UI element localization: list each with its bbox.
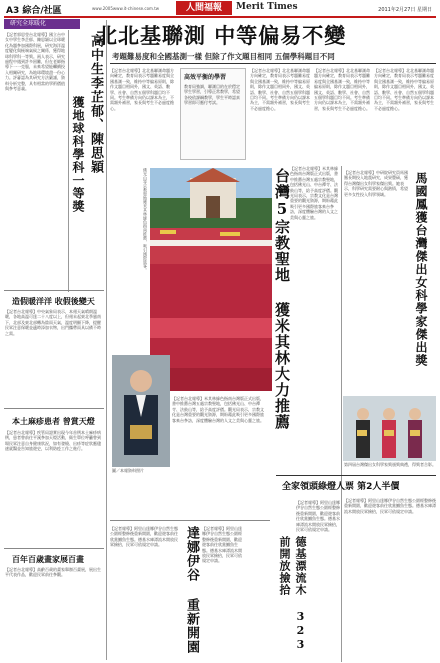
- bottom-headline-a: 達娜伊谷 重新開園: [184, 526, 199, 654]
- left-headline-b: 獲地球科學科一等獎: [71, 96, 85, 213]
- main-body-2: 【記者台北報導】北北基聯測命題方向確定，教育局表示考題難易度與全國基測一致，維持中等偏易原則，除作文題目相同外，國文、英語、數學、社會、自然五個學科題目均不同。考生準備方向仍以課本為主，不需額外補習，家長與考生不必過度擔心。: [250, 68, 310, 111]
- bottom-right-body: 【記者報導】阿里山達娜伊谷自然生態公園經整修後重新開園，歡迎遊客前往欣賞鯝魚生態。德基水庫漂流木開放民眾撿拾，民眾可依規定申請。: [344, 498, 436, 514]
- main-headline: 北北基聯測 中等偏易不變: [96, 23, 347, 48]
- left-headline-a: 高中生李芷郁、陳思穎: [88, 34, 103, 174]
- main-body-3: 【記者台北報導】北北基聯測命題方向確定，教育局表示考題難易度與全國基測一致，維持中等偏易原則，除作文題目相同外，國文、英語、數學、社會、自然五個學科題目均不同。考生準備方向仍以課本為主，不需額外補習，家長與考生不必過度擔心。: [314, 68, 370, 111]
- bottom-body-a: 【記者報導】阿里山達娜伊谷自然生態公園經整修後重新開園，歡迎遊客前往欣賞鯝魚生態。德基水庫漂流木開放民眾撿拾，民眾可依規定申請。: [110, 526, 178, 548]
- header-rule: [4, 16, 436, 18]
- man-photo-svg: [112, 355, 170, 467]
- center-body-lower: 【記者台北報導】米其林綠色指南台灣版正式出版，書中推薦台灣五處宗教聖地，包括佛光山、中台禪寺、法鼓山等，給予高度評價。觀光局表示，宗教文化是台灣重要的觀光資源，期盼藉此吸引更多國際旅客來台參訪，深度體驗台灣的人文之美與心靈之旅。: [172, 396, 264, 423]
- left-bottom-headline: 百年百歲畫家展百畫: [12, 555, 84, 564]
- left-mid-body: 【記者台北報導】中央氣象局表示，本週天氣晴朗溫暖，各地高溫可達二十八度以上，但週末起東北季風南下，北部及東北部轉為陰雨天氣，溫度明顯下降，提醒民眾注意保暖並適時添加衣物，出門攜帶雨具以備不時之需。: [5, 309, 101, 336]
- column-divider-right: [341, 166, 342, 662]
- left-rule-1: [4, 290, 104, 291]
- header-url: www.2005www.it-chinese.com.tw: [92, 6, 160, 11]
- left-bottom-body: 【記者台北報導】高齡百歲的畫家舉辦百畫展，展出生平代表作品，歡迎民眾前往參觀。: [5, 567, 101, 578]
- bottom-right-rule: [276, 475, 436, 476]
- man-photo-caption: 圖／本報資料照片: [112, 468, 144, 473]
- main-body-1: 【記者台北報導】北北基聯測命題方向確定，教育局表示考題難易度與全國基測一致，維持中等偏易原則，除作文題目相同外，國文、英語、數學、社會、自然五個學科題目均不同。考生準備方向仍以課本為主，不需額外補習，家長與考生不必過度擔心。: [110, 68, 174, 111]
- topic-tag: 研究全球暖化: [4, 19, 80, 29]
- main-body-4: 【記者台北報導】北北基聯測命題方向確定，教育局表示考題難易度與全國基測一致，維持中等偏易原則，除作文題目相同外，國文、英語、數學、社會、自然五個學科題目均不同。考生準備方向仍以課本為主，不需額外補習，家長與考生不必過度擔心。: [374, 68, 434, 111]
- right-headline: 馬國鳳獲台灣傑出女科學家傑出獎: [414, 172, 428, 367]
- masthead-logo: 人間福報: [176, 1, 232, 15]
- right-body: 【記者台北報導】中研院研究員馬國鳳長期投入地震研究，成果豐碩，獲得台灣傑出女科學家傑出獎。她表示，科學研究需要耐心與熱情，希望更多女性投入科學領域。: [344, 170, 408, 197]
- main-rule: [110, 63, 436, 64]
- masthead-english: Merit Times: [236, 2, 298, 12]
- main-box-label: 高效平衡的學習: [184, 74, 227, 81]
- bottom-headline-b: 德基漂流木 323前開放撿拾: [278, 536, 307, 652]
- bottom-body-b: 【記者報導】阿里山達娜伊谷自然生態公園經整修後重新開園，歡迎遊客前往欣賞鯝魚生態。德基水庫漂流木開放民眾撿拾，民眾可依規定申請。: [202, 526, 242, 564]
- award-photo-svg: [343, 396, 436, 461]
- section-label: A3 綜合/社區: [6, 6, 62, 16]
- bottom-body-c: 【記者報導】阿里山達娜伊谷自然生態公園經整修後重新開園，歡迎遊客前往欣賞鯝魚生態。德基水庫漂流木開放民眾撿拾，民眾可依規定申請。: [296, 500, 340, 533]
- center-body-top: 【記者台北報導】米其林綠色指南台灣版正式出版，書中推薦台灣五處宗教聖地，包括佛光山、中台禪寺、法鼓山等，給予高度評價。觀光局表示，宗教文化是台灣重要的觀光資源，期盼藉此吸引更多國際旅客來台參訪，深度體驗台灣的人文之美與心靈之旅。: [290, 166, 338, 220]
- main-box-body: 教育局強調，聯測目的在於穩定學生學習，引導正常教學，希望各校依課綱教學，學生平時認真學習即可應付考試。: [184, 84, 240, 106]
- left-low-body: 【記者台北報導】疾管局證實出現今年首例本土麻疹病例，患者曾前往平溪參加天燈活動，衛生單位呼籲曾到場民眾注意自身健康狀況，如有發燒、出疹等症狀應儘速就醫並告知旅遊史，以利防疫工作之進行。: [5, 430, 101, 452]
- man-portrait-photo: [112, 355, 170, 467]
- main-subhead: 考題難易度和全國基測一樣 但除了作文題目相同 五個學科題目不同: [112, 52, 335, 61]
- left-article-body: 【記者郭思瑩台北報導】國立台中女中學生李芷郁、陳思穎以全球暖化為題參加國際科展，研究海洋溫度變化與極端氣候之關係，獲得地球科學科一等獎。兩人表示，研究過程中遇到許多困難，但在老師指導下一一克服，未來希望能繼續投入相關研究，為地球環境盡一份心力。評審認為其研究方法嚴謹，資料分析完整，具有相當的學術價值與參考意義。: [5, 32, 65, 92]
- bottom-right-headline: 全家領頭綠燈人票 第2人半價: [282, 482, 400, 492]
- left-low-headline: 本土麻疹患者 曾賞天燈: [12, 417, 95, 426]
- left-rule-3: [4, 548, 104, 549]
- main-sidebar-box: [180, 68, 246, 160]
- award-ceremony-photo: [343, 396, 436, 461]
- column-divider-left: [106, 20, 107, 660]
- bottom-center-rule: [110, 520, 270, 521]
- center-headline: 台灣5宗教聖地 獲米其林大力推薦: [273, 168, 291, 430]
- award-photo-caption: 第四屆台灣傑出女科學家獎頒獎典禮，得獎者合影。: [344, 462, 436, 467]
- issue-date: 2011年2月27日 星期日: [378, 7, 432, 13]
- left-rule-2: [4, 408, 104, 409]
- garden-photo-caption: 佛光山等宗教聖地獲米其林綠色指南推薦，吸引國際旅客。: [143, 168, 148, 272]
- left-col-divider: [68, 30, 69, 292]
- left-mid-headline: 造假暖洋洋 收假後變天: [12, 297, 95, 306]
